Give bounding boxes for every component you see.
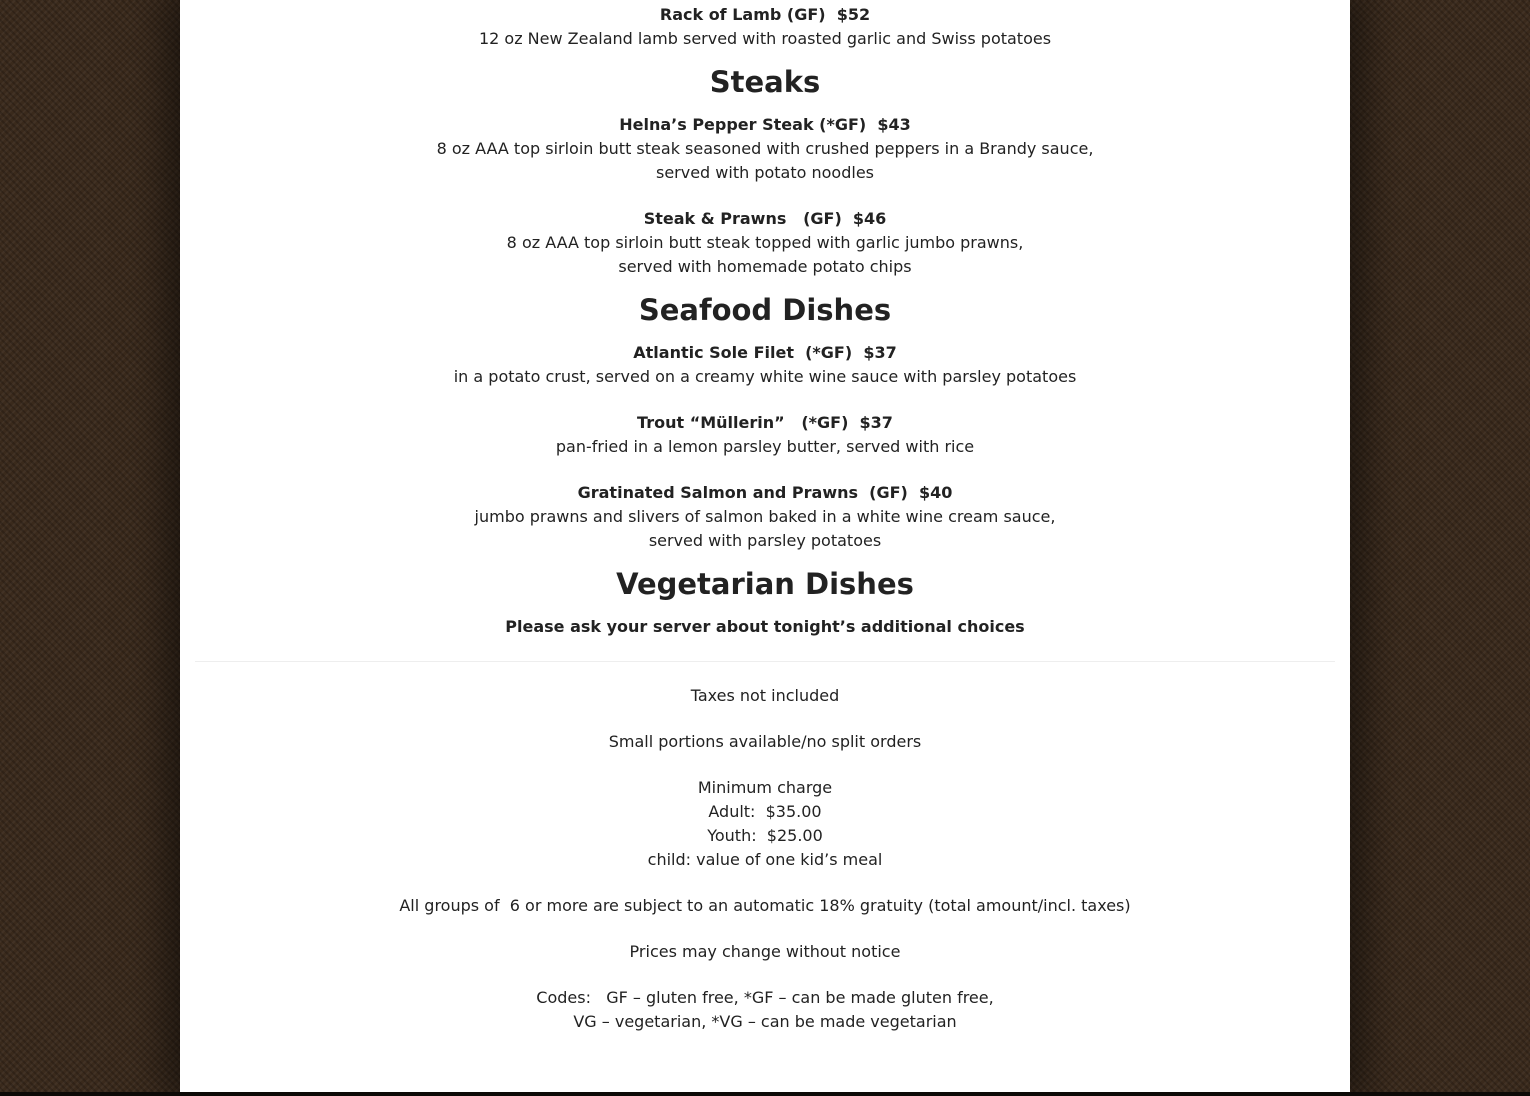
dish-title: Helna’s Pepper Steak (*GF) $43 [619,115,911,134]
vegetarian-note [180,615,1350,639]
footer-prices [180,940,1350,964]
dish-gratinated-salmon [180,481,1350,553]
dish-steak-and-prawns [180,207,1350,279]
menu-content [180,0,1350,639]
dish-description: jumbo prawns and slivers of salmon baked in a white wine cream sauce, [474,507,1056,526]
footer-taxes [180,684,1350,708]
footer-codes [180,986,1350,1034]
taxes-note: Taxes not included [690,686,840,705]
dish-title: Rack of Lamb (GF) $52 [659,5,871,24]
minimum-charge-child: child: value of one kid’s meal [647,850,883,869]
dish-pepper-steak [180,113,1350,185]
dish-title: Trout “Müllerin” (*GF) $37 [637,413,893,432]
dish-title: Steak & Prawns (GF) $46 [643,209,887,228]
dish-description: served with homemade potato chips [618,257,912,276]
dish-trout-muellerin [180,411,1350,459]
dish-description: 8 oz AAA top sirloin butt steak seasoned with crushed peppers in a Brandy sauce, [436,139,1094,158]
minimum-charge-adult: Adult: $35.00 [708,802,822,821]
dish-description: pan-fried in a lemon parsley butter, served with rice [555,437,975,456]
footer-portions [180,730,1350,754]
gratuity-note: All groups of 6 or more are subject to an automatic 18% gratuity (total amount/incl. taxes) [399,896,1131,915]
dish-description: served with parsley potatoes [648,531,882,550]
dish-title: Gratinated Salmon and Prawns (GF) $40 [577,483,953,502]
section-heading-vegetarian: Vegetarian Dishes [616,567,914,601]
footer-minimum-charge [180,776,1350,872]
dish-atlantic-sole [180,341,1350,389]
footer-gratuity [180,894,1350,918]
prices-note: Prices may change without notice [629,942,901,961]
vegetarian-note-text: Please ask your server about tonight’s additional choices [505,617,1025,636]
dish-description: 12 oz New Zealand lamb served with roasted garlic and Swiss potatoes [478,29,1052,48]
dish-description: served with potato noodles [655,163,874,182]
portions-note: Small portions available/no split orders [608,732,922,751]
dish-rack-of-lamb [180,3,1350,51]
menu-footer [180,662,1350,1034]
page-bottom-edge [0,1092,1530,1096]
dish-description: in a potato crust, served on a creamy white wine sauce with parsley potatoes [453,367,1077,386]
minimum-charge-heading: Minimum charge [697,778,833,797]
section-heading-seafood: Seafood Dishes [638,293,892,327]
codes-line: Codes: GF – gluten free, *GF – can be made gluten free, [536,988,994,1007]
minimum-charge-youth: Youth: $25.00 [707,826,823,845]
menu-page [180,0,1350,1092]
dish-description: 8 oz AAA top sirloin butt steak topped with garlic jumbo prawns, [506,233,1024,252]
dish-title: Atlantic Sole Filet (*GF) $37 [633,343,897,362]
section-heading-steaks: Steaks [709,65,821,99]
codes-line: VG – vegetarian, *VG – can be made vegetarian [573,1012,957,1031]
